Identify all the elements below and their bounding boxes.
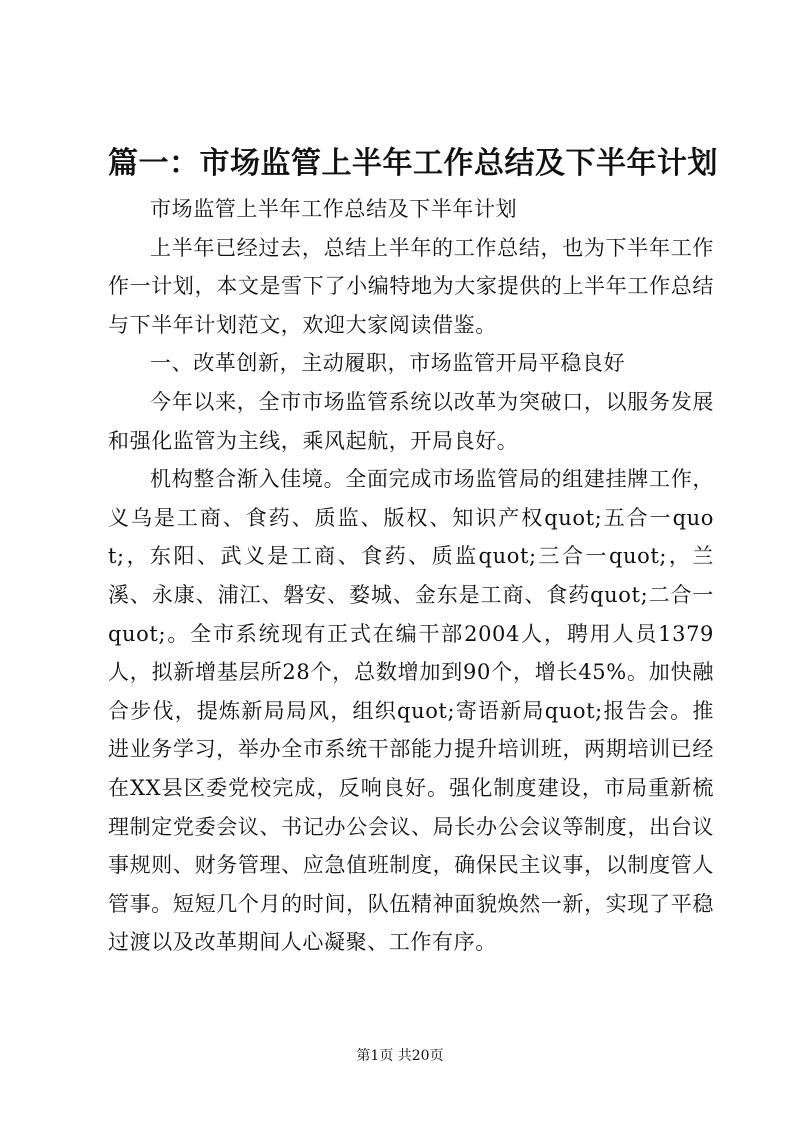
intro-paragraph: 上半年已经过去，总结上半年的工作总结，也为下半年工作作一计划，本文是雪下了小编特地为大家提供的上半年工作总结与下半年计划范文，欢迎大家阅读借鉴。 xyxy=(108,235,714,337)
body-paragraph: 机构整合渐入佳境。全面完成市场监管局的组建挂牌工作，义乌是工商、食药、质监、版权、知识产权quot;五合一quot;，东阳、武义是工商、食药、质监quot;三合一quot;，兰溪、永康、浦江、磐安、婺城、金东是工商、食药quot;二合一quot;。全市系统现有正式在编干部2004人，聘用人员1379人，拟新增基层所28个，总数增加到90个，增长45%。加快融合步伐，提炼新局局风，组织quot;寄语新局quot;报告会。推进业务学习，举办全市系统干部能力提升培训班，两期培训已经在XX县区委党校完成，反响良好。强化制度建设，市局重新梳理制定党委会议、书记办公会议、局长办公会议等制度，出台议事规则、财务管理、应急值班制度，确保民主议事，以制度管人管事。短短几个月的时间，队伍精神面貌焕然一新，实现了平稳过渡以及改革期间人心凝聚、工作有序。 xyxy=(108,467,714,955)
subtitle-paragraph: 市场监管上半年工作总结及下半年计划 xyxy=(150,197,518,221)
document-title: 篇一：市场监管上半年工作总结及下半年计划 xyxy=(108,146,718,181)
page-footer xyxy=(0,1046,800,1066)
document-body xyxy=(108,190,714,962)
body-paragraph: 今年以来，全市市场监管系统以改革为突破口，以服务发展和强化监管为主线，乘风起航，开局良好。 xyxy=(108,389,714,453)
section-heading: 一、改革创新，主动履职，市场监管开局平稳良好 xyxy=(150,351,626,376)
page-number: 第1页 共20页 xyxy=(356,1048,444,1064)
